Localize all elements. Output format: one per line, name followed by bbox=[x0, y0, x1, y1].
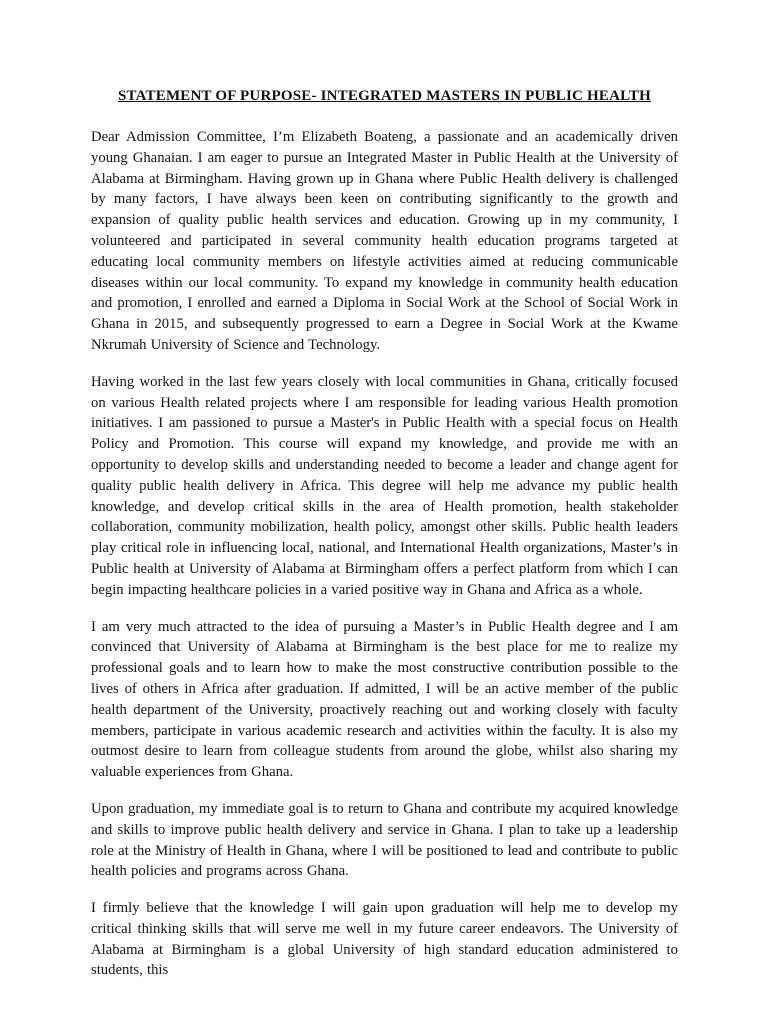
paragraph-motivation: I am very much attracted to the idea of pursuing a Master’s in Public Health degree and I am convinced that University of Alabama at Birmingham is the best place for me to realize my professional goals and to learn how to make the most constructive contribution possible to the lives of others in Africa after graduation. If admitted, I will be an active member of the public health department of the University, proactively reaching out and working closely with faculty members, participate in various academic research and activities within the faculty. It is also my outmost desire to learn from colleague students from around the globe, whilst also sharing my valuable experiences from Ghana. bbox=[91, 618, 678, 781]
document-title: STATEMENT OF PURPOSE- INTEGRATED MASTERS IN PUBLIC HEALTH bbox=[117, 88, 652, 104]
paragraph-introduction: Dear Admission Committee, I’m Elizabeth Boateng, a passionate and an academically driven young Ghanaian. I am eager to pursue an Integrated Master in Public Health at the University of Alabama at Birmingham. Having grown up in Ghana where Public Health delivery is challenged by many factors, I have always been keen on contributing significantly to the growth and expansion of quality public health services and education. Growing up in my community, I volunteered and participated in several community health education programs targeted at educating local community members on lifestyle activities aimed at reducing communicable diseases within our local community. To expand my knowledge in community health education and promotion, I enrolled and earned a Diploma in Social Work at the School of Social Work in Ghana in 2015, and subsequently progressed to earn a Degree in Social Work at the Kwame Nkrumah University of Science and Technology. bbox=[91, 129, 678, 353]
paragraph-closing: I firmly believe that the knowledge I will gain upon graduation will help me to develop my critical thinking skills that will serve me well in my future career endeavors. The University of Alabama at Birmingham is a global University of high standard education administered to students, this bbox=[91, 900, 678, 979]
paragraph-experience: Having worked in the last few years closely with local communities in Ghana, critically focused on various Health related projects where I am responsible for leading various Health promotion initiatives. I am passioned to pursue a Master's in Public Health with a special focus on Health Policy and Promotion. This course will expand my knowledge, and provide me with an opportunity to develop skills and understanding needed to become a leader and change agent for quality public health delivery in Africa. This degree will help me advance my public health knowledge, and develop critical skills in the area of Health promotion, health stakeholder collaboration, community mobilization, health policy, amongst other skills. Public health leaders play critical role in influencing local, national, and International Health organizations, Master’s in Public health at University of Alabama at Birmingham offers a perfect platform from which I can begin impacting healthcare policies in a varied positive way in Ghana and Africa as a whole. bbox=[91, 373, 678, 598]
paragraph-goals: Upon graduation, my immediate goal is to return to Ghana and contribute my acquired knowledge and skills to improve public health delivery and service in Ghana. I plan to take up a leadership role at the Ministry of Health in Ghana, where I will be positioned to lead and contribute to public health policies and programs across Ghana. bbox=[91, 800, 678, 880]
